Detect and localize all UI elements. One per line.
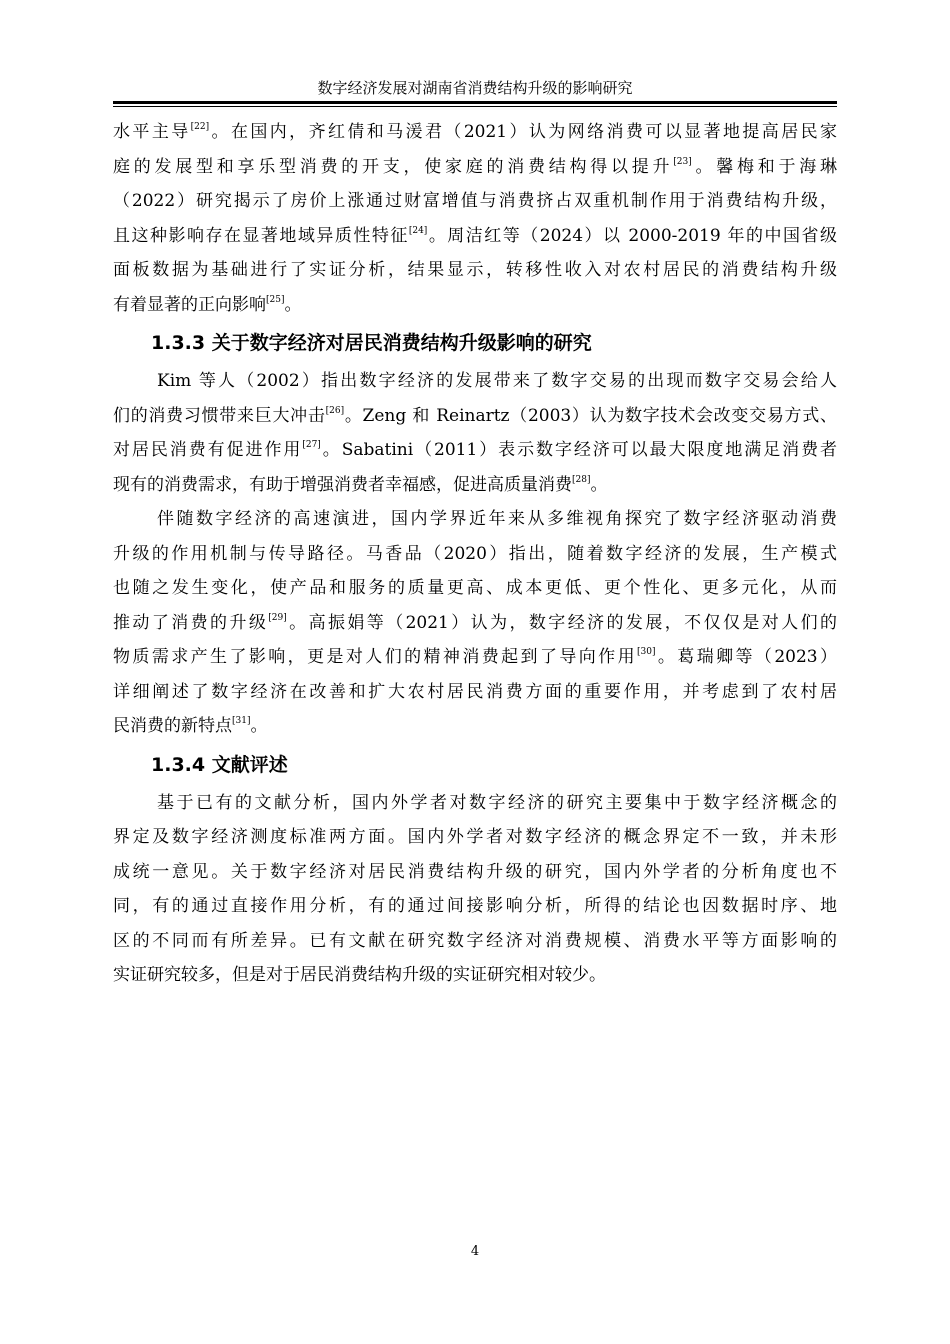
paragraph xyxy=(113,786,837,993)
text-line xyxy=(113,606,837,641)
text-line xyxy=(113,364,837,399)
text-line xyxy=(113,571,837,606)
citation-ref: [25] xyxy=(266,294,285,305)
text-line xyxy=(113,786,837,821)
header-rule-thick xyxy=(113,101,837,104)
text-line xyxy=(113,219,837,254)
citation-ref: [29] xyxy=(268,612,287,623)
citation-ref: [22] xyxy=(190,122,210,133)
line-text: 实证研究较多，但是对于居民消费结构升级的实证研究相对较少。 xyxy=(113,965,606,985)
text-line xyxy=(113,399,837,434)
line-text: 也随之发生变化，使产品和服务的质量更高、成本更低、更个性化、更多元化，从而 xyxy=(113,578,837,598)
header-rule-thin xyxy=(113,106,837,107)
line-text: 。周洁红等（2024）以 2000-2019 年的中国省级 xyxy=(427,225,838,246)
line-text: 物质需求产生了影响，更是对人们的精神消费起到了导向作用 xyxy=(113,647,637,667)
text-line xyxy=(113,820,837,855)
line-text: （2022）研究揭示了房价上涨通过财富增值与消费挤占双重机制作用于消费结构升级， xyxy=(113,191,837,211)
citation-ref: [28] xyxy=(572,474,591,485)
line-text: 民消费的新特点 xyxy=(113,716,232,736)
line-text: 庭的发展型和享乐型消费的开支，使家庭的消费结构得以提升 xyxy=(113,156,674,177)
text-line xyxy=(113,115,837,150)
citation-ref: [30] xyxy=(637,647,656,658)
line-text: 成统一意见。关于数字经济对居民消费结构升级的研究，国内外学者的分析角度也不 xyxy=(113,861,837,882)
line-text: 。在国内，齐红倩和马湲君（2021）认为网络消费可以显著地提高居民家 xyxy=(209,122,838,142)
citation-ref: [26] xyxy=(325,405,345,416)
line-text: 们的消费习惯带来巨大冲击 xyxy=(113,405,326,426)
line-text: 界定及数字经济测度标准两方面。国内外学者对数字经济的概念界定不一致，并未形 xyxy=(113,827,837,847)
line-text: 。Sabatini（2011）表示数字经济可以最大限度地满足消费者 xyxy=(320,440,838,460)
citation-ref: [24] xyxy=(408,225,428,236)
line-text: 。Zeng 和 Reinartz（2003）认为数字技术会改变交易方式、 xyxy=(344,405,837,426)
line-text: 现有的消费需求，有助于增强消费者幸福感，促进高质量消费 xyxy=(113,474,572,495)
text-line xyxy=(113,468,837,503)
line-text: 水平主导 xyxy=(113,122,191,142)
line-text: 基于已有的文献分析，国内外学者对数字经济的研究主要集中于数字经济概念的 xyxy=(157,792,837,813)
paragraph xyxy=(113,502,837,744)
line-text: Kim 等人（2002）指出数字经济的发展带来了数字交易的出现而数字交易会给人 xyxy=(157,371,837,391)
line-text: 伴随数字经济的高速演进，国内学界近年来从多维视角探究了数字经济驱动消费 xyxy=(157,509,837,529)
line-text: 面板数据为基础进行了实证分析，结果显示，转移性收入对农村居民的消费结构升级 xyxy=(113,260,837,280)
line-text: 且这种影响存在显著地域异质性特征 xyxy=(113,225,409,246)
text-line xyxy=(113,253,837,288)
line-text: 。葛瑞卿等（2023） xyxy=(655,647,838,667)
text-line xyxy=(113,958,837,993)
text-line xyxy=(113,924,837,959)
page-number: 4 xyxy=(470,1244,480,1259)
line-text: 。馨梅和于海琳 xyxy=(691,156,838,177)
citation-ref: [23] xyxy=(673,156,692,167)
text-line xyxy=(113,433,837,468)
line-text: 对居民消费有促进作用 xyxy=(113,440,303,460)
line-text: 详细阐述了数字经济在改善和扩大农村居民消费方面的重要作用，并考虑到了农村居 xyxy=(113,681,837,702)
paragraph xyxy=(113,364,837,502)
text-line xyxy=(113,709,837,744)
citation-ref: [27] xyxy=(302,440,321,451)
line-text: 升级的作用机制与传导路径。马香品（2020）指出，随着数字经济的发展，生产模式 xyxy=(113,543,837,564)
line-text: 。高振娟等（2021）认为，数字经济的发展，不仅仅是对人们的 xyxy=(286,612,838,633)
section-heading: 1.3.3 关于数字经济对居民消费结构升级影响的研究 xyxy=(151,332,592,354)
line-text: 有着显著的正向影响 xyxy=(113,294,266,315)
citation-ref: [31] xyxy=(232,716,251,727)
line-text: 推动了消费的升级 xyxy=(113,612,269,633)
text-line xyxy=(113,537,837,572)
line-text: 。 xyxy=(250,716,268,736)
line-text: 。 xyxy=(284,294,302,315)
text-line xyxy=(113,675,837,710)
document-body xyxy=(113,115,837,993)
line-text: 。 xyxy=(590,474,608,495)
line-text: 同，有的通过直接作用分析，有的通过间接影响分析，所得的结论也因数据时序、地 xyxy=(113,896,837,916)
paragraph xyxy=(113,115,837,322)
section-heading: 1.3.4 文献评述 xyxy=(151,753,288,776)
text-line xyxy=(113,855,837,890)
line-text: 区的不同而有所差异。已有文献在研究数字经济对消费规模、消费水平等方面影响的 xyxy=(113,930,837,951)
text-line xyxy=(113,184,837,219)
running-header: 数字经济发展对湖南省消费结构升级的影响研究 xyxy=(317,79,633,97)
text-line xyxy=(113,640,837,675)
text-line xyxy=(113,502,837,537)
text-line xyxy=(113,150,837,185)
text-line xyxy=(113,288,837,323)
text-line xyxy=(113,889,837,924)
